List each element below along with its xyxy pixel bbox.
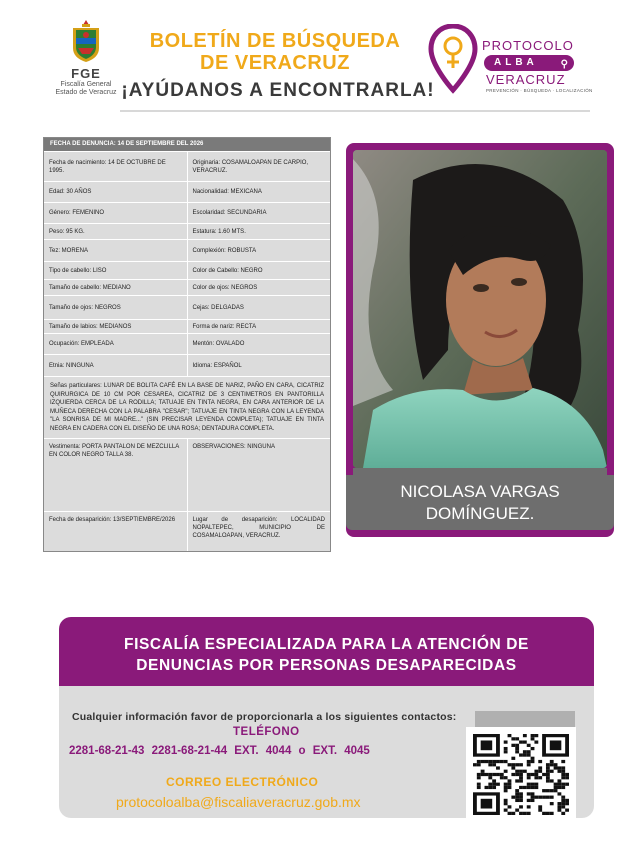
vestimenta-row [44, 438, 330, 511]
table-row [44, 239, 330, 261]
table-row [44, 279, 330, 295]
alba-protocolo: PROTOCOLO [482, 38, 574, 53]
fecha-denuncia: FECHA DE DENUNCIA: 14 DE SEPTIEMBRE DEL 2026 [44, 138, 330, 151]
senas-particulares: Señas particulares: LUNAR DE BOLITA CAFÉ EN LA BASE DE NARIZ, PAÑO EN CARA, CICATRIZ QUIRURGICA DE 10 CM POR CESAREA, CICATRIZ DE 3 CENTIMETROS EN PANTORILLA IZQUIERDA CERCA DE LA RODILLA; TATUAJE EN TINTA NEGRA, EN CARA ANTERIOR DE LA MUÑECA DERECHA CON LA PALABRA "CESAR"; TATUAJE EN TINTA NEGRA CON LA LEYENDA "LA SONRISA DE MI MADRE..." (SIN PRECISAR LEYENDA COMPLETA); TATUAJE EN TINTA NEGRA EN CADERA CON EL DISEÑO DE UNA ROSA; DENTADURA COMPLETA. [44, 377, 330, 438]
fecha-desaparicion: Fecha de desaparición: 13/SEPTIEMBRE/2026 [44, 512, 187, 551]
row-cell-left: Etnia: NINGUNA [44, 355, 187, 376]
row-cell-right: Mentón: OVALADO [187, 334, 331, 354]
row-cell-left: Tipo de cabello: LISO [44, 262, 187, 279]
title-line1: BOLETÍN DE BÚSQUEDA [149, 30, 401, 52]
row-cell-right: Nacionalidad: MEXICANA [187, 182, 331, 202]
phone-label: TELÉFONO [233, 726, 300, 738]
location-pin-icon [428, 24, 478, 94]
veracruz-crest-icon [68, 18, 104, 64]
person-name [346, 475, 614, 530]
table-row [44, 295, 330, 319]
row-cell-left: Edad: 30 AÑOS [44, 182, 187, 202]
table-row [44, 319, 330, 333]
search-icon: ⚲ [560, 59, 568, 70]
banner-line2: DENUNCIAS POR PERSONAS DESAPARECIDAS [136, 657, 517, 674]
row-cell-right: Idioma: ESPAÑOL [187, 355, 331, 376]
alba-pill [484, 55, 574, 71]
row-cell-right: Color de Cabello: NEGRO [187, 262, 331, 279]
row-cell-right: Originaria: COSAMALOAPAN DE CARPIO, VERACRUZ. [187, 152, 331, 181]
data-rows [44, 151, 330, 376]
alba-tagline: PREVENCIÓN · BÚSQUEDA · LOCALIZACIÓN [486, 88, 593, 93]
row-cell-left: Tez: MORENA [44, 240, 187, 261]
vestimenta: Vestimenta: PORTA PANTALON DE MEZCLILLA EN COLOR NEGRO TALLA 38. [44, 439, 187, 511]
photo-card [346, 143, 614, 537]
person-name-line1: NICOLASA VARGAS [400, 482, 560, 501]
fge-logo [46, 18, 126, 108]
row-cell-left: Fecha de nacimiento: 14 DE OCTUBRE DE 1995. [44, 152, 187, 181]
page-title [130, 30, 420, 74]
row-cell-right: Complexión: ROBUSTA [187, 240, 331, 261]
row-cell-left: Tamaño de ojos: NEGROS [44, 296, 187, 319]
alba-word: ALBA [494, 57, 538, 68]
fge-line1: Fiscalía General [60, 81, 112, 88]
alba-veracruz: VERACRUZ [486, 72, 566, 87]
row-cell-left: Tamaño de labios: MEDIANOS [44, 320, 187, 333]
table-row [44, 202, 330, 223]
desaparicion-row [44, 511, 330, 551]
person-photo-image [353, 150, 607, 468]
title-line2: DE VERACRUZ [200, 52, 350, 74]
header-divider [120, 110, 590, 112]
qr-code-icon [473, 734, 569, 815]
fge-line2: Estado de Veracruz [55, 89, 117, 97]
table-row [44, 354, 330, 376]
lugar-desaparicion: Lugar de desaparición: LOCALIDAD NOPALTEPEC, MUNICIPIO DE COSAMALOAPAN, VERACRUZ. [187, 512, 331, 551]
table-row [44, 151, 330, 181]
fge-acronym: FGE [71, 66, 101, 81]
row-cell-right: Escolaridad: SECUNDARIA [187, 203, 331, 223]
row-cell-right: Color de ojos: NEGROS [187, 280, 331, 295]
person-photo [353, 150, 607, 468]
row-cell-left: Tamaño de cabello: MEDIANO [44, 280, 187, 295]
table-row [44, 223, 330, 239]
observaciones: OBSERVACIONES: NINGUNA [187, 439, 331, 511]
person-data-table [43, 137, 331, 552]
page-subtitle: ¡AYÚDANOS A ENCONTRARLA! [121, 80, 435, 101]
phone-numbers[interactable]: 2281-68-21-43 2281-68-21-44 EXT. 4044 o EXT. 4045 [69, 745, 370, 757]
contact-info-text: Cualquier información favor de proporcionarla a los siguientes contactos: [72, 711, 457, 723]
row-cell-left: Ocupación: EMPLEADA [44, 334, 187, 354]
banner-line1: FISCALÍA ESPECIALIZADA PARA LA ATENCIÓN DE [124, 636, 529, 653]
qr-code[interactable] [466, 727, 576, 822]
row-cell-right: Estatura: 1.60 MTS. [187, 224, 331, 239]
protocolo-alba-logo [428, 20, 598, 110]
row-cell-left: Peso: 95 KG. [44, 224, 187, 239]
row-cell-left: Género: FEMENINO [44, 203, 187, 223]
row-cell-right: Forma de nariz: RECTA [187, 320, 331, 333]
senas-row [44, 376, 330, 438]
fiscalia-banner [59, 617, 594, 689]
row-cell-right: Cejas: DELGADAS [187, 296, 331, 319]
person-name-line2: DOMÍNGUEZ. [425, 504, 535, 523]
email-address[interactable]: protocoloalba@fiscaliaveracruz.gob.mx [116, 794, 361, 810]
table-row [44, 333, 330, 354]
table-row [44, 261, 330, 279]
email-label: CORREO ELECTRÓNICO [166, 775, 319, 789]
table-row [44, 181, 330, 202]
